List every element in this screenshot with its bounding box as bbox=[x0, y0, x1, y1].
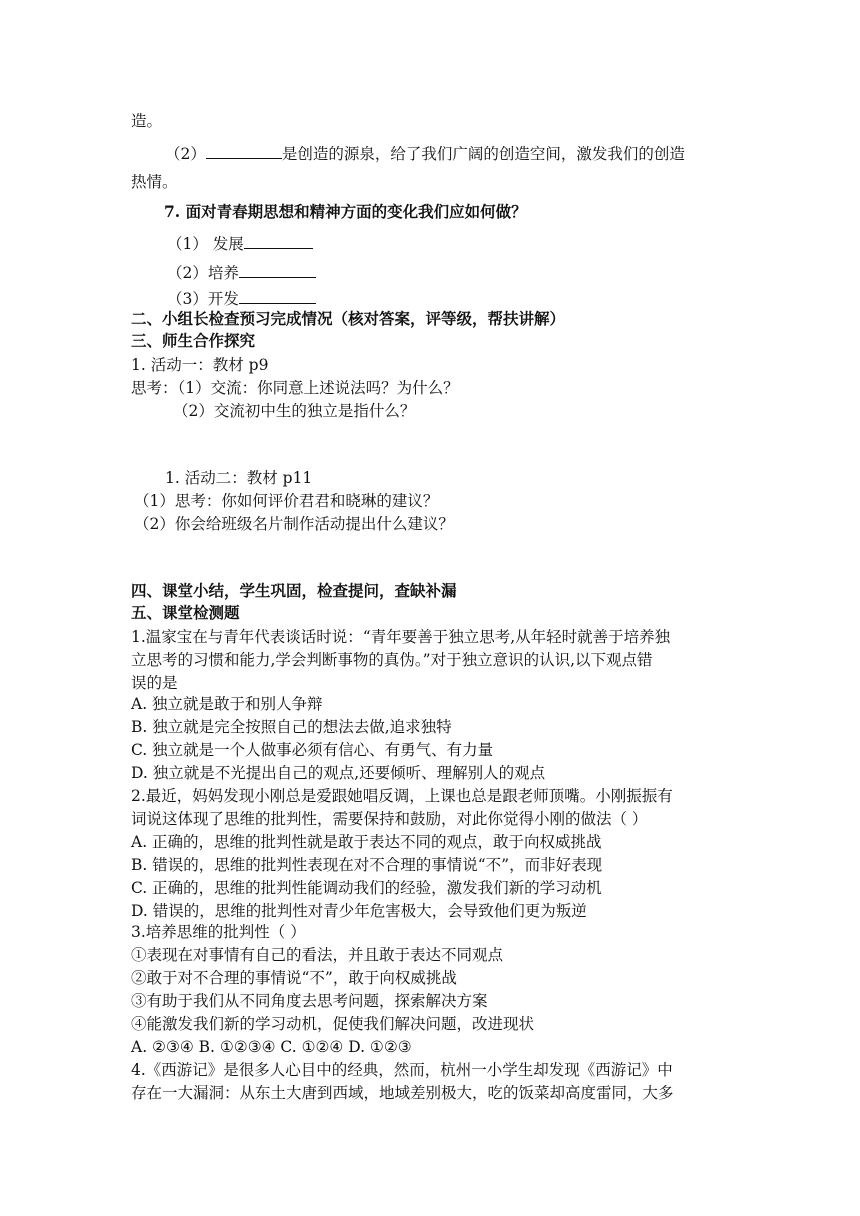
section-heading: 五、课堂检测题 bbox=[131, 603, 240, 622]
fill-in-item bbox=[167, 232, 313, 254]
section-heading: 二、小组长检查预习完成情况（核对答案，评等级，帮扶讲解） bbox=[131, 309, 566, 328]
quiz-question-text: 1.温家宝在与青年代表谈话时说：“青年要善于独立思考,从年轻时就善于培养独 bbox=[131, 628, 671, 646]
think-question: 思考：（1）交流：你同意上述说法吗？为什么？ bbox=[131, 379, 459, 397]
item-label: （2）培养 bbox=[167, 264, 239, 282]
quiz-option: D. 独立就是不光提出自己的观点,还要倾听、理解别人的观点 bbox=[131, 764, 546, 782]
think-question: （1）思考：你如何评价君君和晓琳的建议？ bbox=[134, 492, 439, 510]
think-question: （2）交流初中生的独立是指什么？ bbox=[173, 402, 416, 420]
text-line: 造。 bbox=[131, 112, 163, 130]
quiz-option: A. 独立就是敢于和别人争辩 bbox=[131, 695, 323, 713]
quiz-option: A. 正确的，思维的批判性就是敢于表达不同的观点，敢于向权威挑战 bbox=[131, 833, 602, 851]
fill-in-item bbox=[167, 287, 316, 309]
question-number: （2） bbox=[165, 145, 206, 163]
quiz-statement: ④能激发我们新的学习动机，促使我们解决问题，改进现状 bbox=[131, 1015, 535, 1033]
quiz-option: C. 独立就是一个人做事必须有信心、有勇气、有力量 bbox=[131, 741, 494, 759]
quiz-question-text: 4.《西游记》是很多人心目中的经典，然而，杭州一小学生却发现《西游记》中 bbox=[131, 1061, 673, 1079]
quiz-question-text: 3.培养思维的批判性（ ） bbox=[131, 923, 306, 941]
answer-blank[interactable] bbox=[244, 232, 313, 249]
activity-title: 1. 活动一：教材 p9 bbox=[131, 356, 269, 374]
quiz-option: B. 独立就是完全按照自己的想法去做,追求独特 bbox=[131, 718, 452, 736]
quiz-question-text: 2.最近，妈妈发现小刚总是爱跟她唱反调，上课也总是跟老师顶嘴。小刚振振有 bbox=[131, 787, 673, 805]
think-question: （2）你会给班级名片制作活动提出什么建议？ bbox=[134, 515, 454, 533]
answer-blank[interactable] bbox=[239, 287, 316, 304]
quiz-options-row: A. ②③④ B. ①②③④ C. ①②④ D. ①②③ bbox=[131, 1038, 412, 1056]
question-heading: 7. 面对青春期思想和精神方面的变化我们应如何做？ bbox=[164, 202, 527, 221]
item-label: （1） 发展 bbox=[167, 235, 244, 253]
fill-in-question-2 bbox=[165, 142, 685, 164]
quiz-option: D. 错误的，思维的批判性对青少年危害极大，会导致他们更为叛逆 bbox=[131, 902, 587, 920]
section-heading: 四、课堂小结，学生巩固，检查提问，查缺补漏 bbox=[131, 581, 457, 600]
quiz-statement: ③有助于我们从不同角度去思考问题，探索解决方案 bbox=[131, 992, 488, 1010]
section-heading: 三、师生合作探究 bbox=[131, 331, 256, 350]
quiz-question-text: 词说这体现了思维的批判性，需要保持和鼓励，对此你觉得小刚的做法（ ） bbox=[131, 810, 648, 828]
answer-blank[interactable] bbox=[206, 142, 282, 159]
quiz-question-text: 立思考的习惯和能力,学会判断事物的真伪。”对于独立意识的认识,以下观点错 bbox=[131, 651, 653, 669]
quiz-option: B. 错误的，思维的批判性表现在对不合理的事情说“不”，而非好表现 bbox=[131, 856, 603, 874]
item-label: （3）开发 bbox=[167, 290, 239, 308]
quiz-statement: ②敢于对不合理的事情说“不”，敢于向权威挑战 bbox=[131, 969, 457, 987]
activity-title: 1. 活动二：教材 p11 bbox=[165, 469, 313, 487]
fill-in-item bbox=[167, 261, 316, 283]
quiz-question-text: 存在一大漏洞：从东土大唐到西域，地域差别极大，吃的饭菜却高度雷同，大多 bbox=[131, 1084, 674, 1102]
text-line: 热情。 bbox=[131, 173, 178, 191]
answer-blank[interactable] bbox=[239, 261, 316, 278]
question-text: 是创造的源泉，给了我们广阔的创造空间，激发我们的创造 bbox=[281, 145, 685, 163]
quiz-question-text: 误的是 bbox=[131, 674, 178, 692]
quiz-option: C. 正确的，思维的批判性能调动我们的经验，激发我们新的学习动机 bbox=[131, 879, 602, 897]
quiz-statement: ①表现在对事情有自己的看法，并且敢于表达不同观点 bbox=[131, 946, 504, 964]
